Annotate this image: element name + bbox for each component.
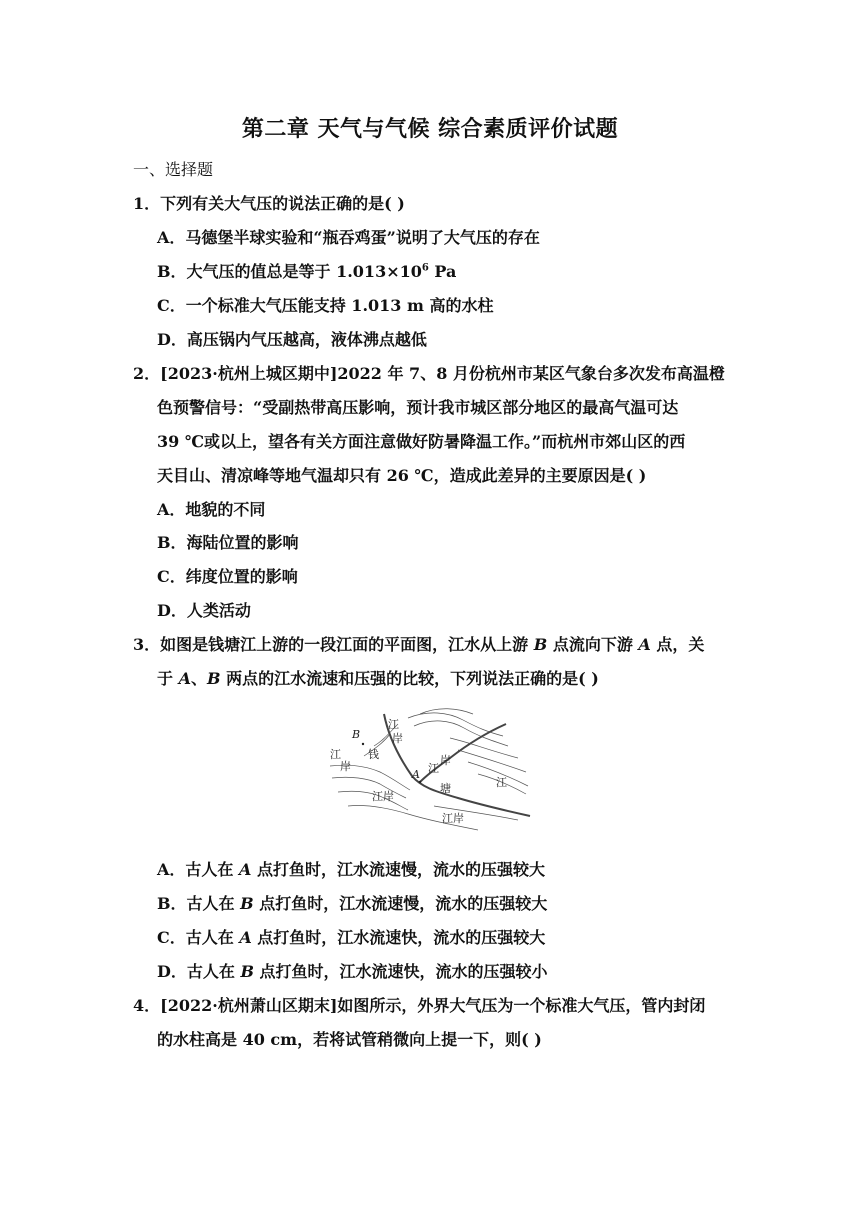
figure-label: 钱 bbox=[368, 748, 379, 761]
question-1-option-a: A．马德堡半球实验和“瓶吞鸡蛋”说明了大气压的存在 bbox=[157, 228, 540, 247]
figure-label: 岸 bbox=[340, 760, 351, 773]
question-1-option-d: D．高压锅内气压越高，液体沸点越低 bbox=[157, 330, 427, 349]
question-2-option-c: C．纬度位置的影响 bbox=[157, 567, 298, 586]
question-3-line-2: 于 A、B 两点的江水流速和压强的比较，下列说法正确的是( ) bbox=[157, 669, 599, 688]
page-title: 第二章 天气与气候 综合素质评价试题 bbox=[241, 116, 619, 142]
figure-label: 岸 bbox=[392, 732, 403, 745]
question-2-line-4: 天目山、清凉峰等地气温却只有 26 ℃，造成此差异的主要原因是( ) bbox=[157, 466, 647, 485]
question-3-option-c: C．古人在 A 点打鱼时，江水流速快，流水的压强较大 bbox=[157, 928, 546, 947]
figure-label: 塘 bbox=[440, 782, 451, 795]
question-2-option-d: D．人类活动 bbox=[157, 601, 251, 620]
question-1-option-c: C．一个标准大气压能支持 1.013 m 高的水柱 bbox=[157, 296, 494, 315]
question-4-line-1: 4．[2022·杭州萧山区期末]如图所示，外界大气压为一个标准大气压，管内封闭 bbox=[133, 996, 706, 1015]
river-map-figure bbox=[328, 706, 532, 834]
question-3-option-b: B．古人在 B 点打鱼时，江水流速慢，流水的压强较大 bbox=[157, 894, 548, 913]
question-number: 1． bbox=[133, 194, 161, 213]
question-2-line-2: 色预警信号：“受副热带高压影响，预计我市城区部分地区的最高气温可达 bbox=[157, 398, 679, 417]
question-1-option-b: B．大气压的值总是等于 $1.013\times 10^6$ Pa bbox=[157, 262, 457, 281]
question-2-option-b: B．海陆位置的影响 bbox=[157, 533, 299, 552]
question-2-option-a: A．地貌的不同 bbox=[157, 500, 266, 519]
figure-label: 江岸 bbox=[442, 812, 464, 825]
question-3-option-a: A．古人在 A 点打鱼时，江水流速慢，流水的压强较大 bbox=[157, 860, 545, 879]
question-4-line-2: 的水柱高是 40 cm，若将试管稍微向上提一下，则( ) bbox=[157, 1030, 542, 1049]
figure-point-b: B bbox=[352, 728, 361, 741]
question-2-line-3: 39 ℃或以上，望各有关方面注意做好防暑降温工作。”而杭州市郊山区的西 bbox=[157, 432, 686, 451]
figure-label: 江 bbox=[428, 762, 439, 775]
figure-label: 江 bbox=[496, 776, 507, 789]
figure-label: 江岸 bbox=[372, 790, 394, 803]
figure-label: 江 bbox=[388, 718, 399, 731]
question-1-stem: 1．下列有关大气压的说法正确的是( ) bbox=[133, 194, 405, 213]
question-2-line-1: 2．[2023·杭州上城区期中]2022 年 7、8 月份杭州市某区气象台多次发布高温橙 bbox=[133, 364, 725, 383]
section-heading: 一、选择题 bbox=[133, 160, 214, 179]
figure-label: 江 bbox=[330, 748, 341, 761]
figure-point-a: A bbox=[412, 768, 420, 781]
question-3-line-1: 3．如图是钱塘江上游的一段江面的平面图，江水从上游 B 点流向下游 A 点，关 bbox=[133, 635, 705, 654]
question-3-option-d: D．古人在 B 点打鱼时，江水流速快，流水的压强较小 bbox=[157, 962, 548, 981]
figure-label: 岸 bbox=[440, 754, 451, 767]
